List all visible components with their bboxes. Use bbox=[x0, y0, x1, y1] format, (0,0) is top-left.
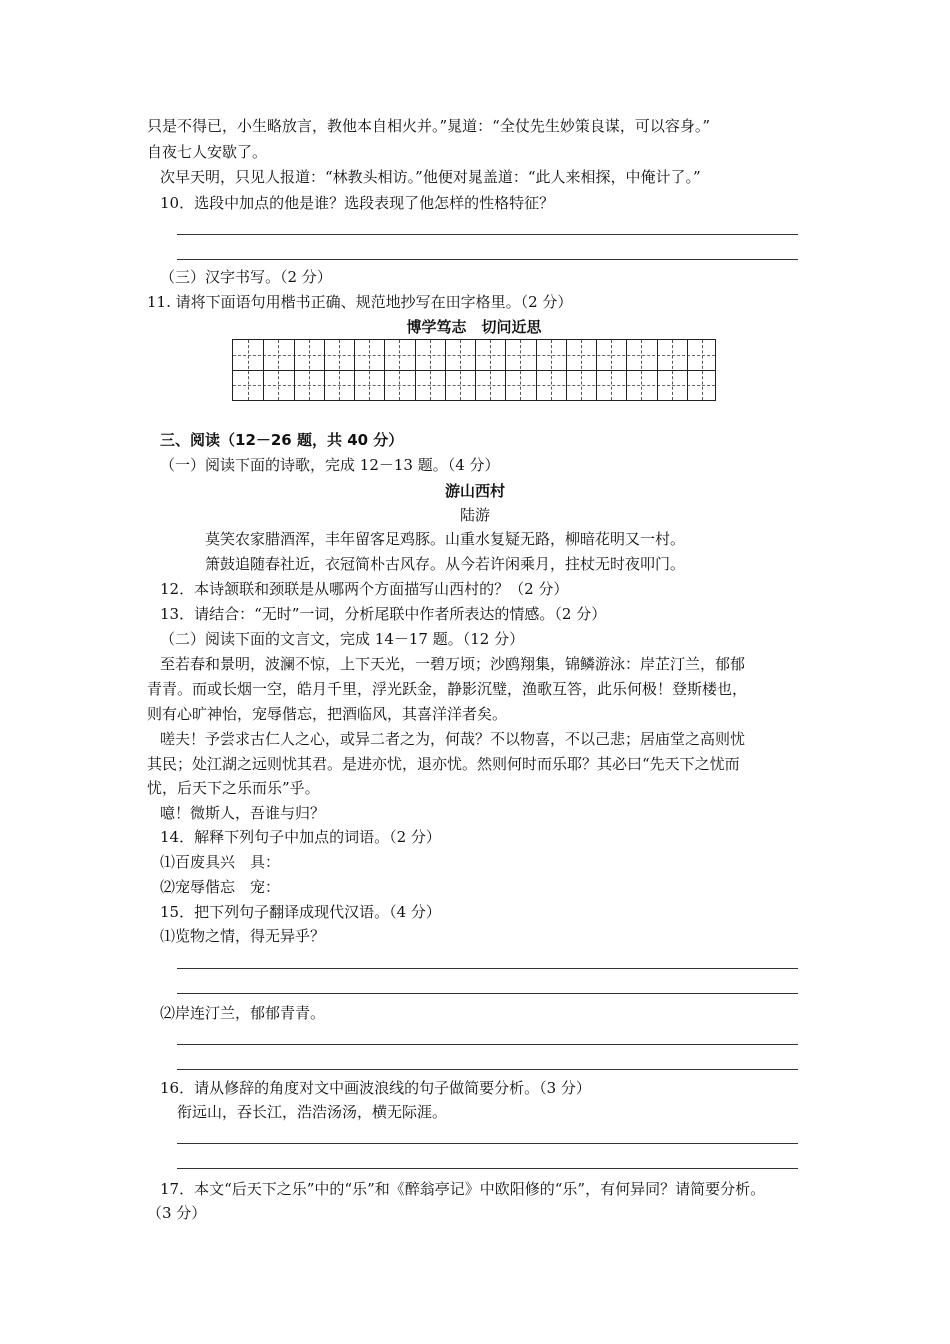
grid-line bbox=[596, 340, 597, 400]
grid-dashed-line bbox=[641, 340, 642, 400]
grid-dashed-line bbox=[278, 340, 279, 400]
question-14-item: ⑴百废具兴 具： bbox=[160, 853, 281, 871]
question-14-item: ⑵宠辱偕忘 宠： bbox=[160, 878, 281, 896]
question-17: （3 分） bbox=[147, 1204, 207, 1222]
prose-line: 忧，后天下之乐而乐”乎。 bbox=[147, 779, 320, 797]
grid-dashed-line bbox=[339, 340, 340, 400]
grid-dashed-line bbox=[520, 340, 521, 400]
grid-dashed-line bbox=[672, 340, 673, 400]
passage-line: 次早天明，只见人报道：“林教头相访。”他便对晁盖道：“此人来相探，中俺计了。” bbox=[160, 168, 701, 186]
grid-dashed-line bbox=[369, 340, 370, 400]
answer-line[interactable] bbox=[177, 968, 798, 969]
prose-line: 噫！微斯人，吾谁与归？ bbox=[160, 804, 326, 822]
grid-dashed-line bbox=[490, 340, 491, 400]
poem-author: 陆游 bbox=[459, 506, 490, 524]
passage-line: 只是不得已，小生略放言，教他本自相火并。”晁道：“全仗先生妙策良谋，可以容身。” bbox=[147, 117, 711, 135]
grid-line bbox=[263, 340, 264, 400]
grid-dashed-line bbox=[309, 340, 310, 400]
grid-line bbox=[475, 340, 476, 400]
prose-line: 青青。而或长烟一空，皓月千里，浮光跃金，静影沉璧，渔歌互答，此乐何极！登斯楼也， bbox=[147, 680, 748, 698]
grid-dashed-line bbox=[460, 340, 461, 400]
answer-line[interactable] bbox=[177, 1069, 798, 1070]
answer-line[interactable] bbox=[177, 234, 798, 235]
grid-line bbox=[505, 340, 506, 400]
answer-line[interactable] bbox=[177, 259, 798, 260]
prose-line: 嗟夫！予尝求古仁人之心，或异二者之为，何哉？不以物喜，不以己悲；居庙堂之高则忧 bbox=[160, 730, 746, 748]
poem-line: 莫笑农家腊酒浑，丰年留客足鸡豚。山重水复疑无路，柳暗花明又一村。 bbox=[205, 530, 686, 548]
prose-line: 则有心旷神怡，宠辱偕忘，把酒临风，其喜洋洋者矣。 bbox=[147, 705, 508, 723]
grid-line bbox=[626, 340, 627, 400]
question-17: 17．本文“后天下之乐”中的“乐”和《醉翁亭记》中欧阳修的“乐”，有何异同？请简要分析。 bbox=[160, 1180, 766, 1198]
grid-line bbox=[657, 340, 658, 400]
question-10: 10．选段中加点的他是谁？选段表现了他怎样的性格特征？ bbox=[160, 194, 555, 212]
answer-line[interactable] bbox=[177, 1168, 798, 1169]
subsection-heading: （二）阅读下面的文言文，完成 14－17 题。（12 分） bbox=[160, 630, 525, 648]
answer-line[interactable] bbox=[177, 993, 798, 994]
poem-title: 游山西村 bbox=[444, 482, 505, 500]
grid-line bbox=[415, 340, 416, 400]
grid-dashed-line bbox=[551, 340, 552, 400]
prose-line: 至若春和景明，波澜不惊，上下天光，一碧万顷；沙鸥翔集，锦鳞游泳：岸芷汀兰，郁郁 bbox=[160, 655, 746, 673]
grid-line bbox=[384, 340, 385, 400]
grid-line bbox=[536, 340, 537, 400]
question-13: 13．请结合：“无时”一词，分析尾联中作者所表达的情感。（2 分） bbox=[160, 605, 607, 623]
question-15: 15．把下列句子翻译成现代汉语。（4 分） bbox=[160, 903, 441, 921]
subsection-heading: （一）阅读下面的诗歌，完成 12－13 题。（4 分） bbox=[160, 456, 500, 474]
grid-dashed-line bbox=[581, 340, 582, 400]
grid-line bbox=[324, 340, 325, 400]
grid-dashed-line bbox=[399, 340, 400, 400]
grid-dashed-line bbox=[430, 340, 431, 400]
question-15-item: ⑴览物之情，得无异乎？ bbox=[160, 927, 326, 945]
grid-dashed-line bbox=[248, 340, 249, 400]
grid-line bbox=[566, 340, 567, 400]
poem-line: 箫鼓追随春社近，衣冠简朴古风存。从今若许闲乘月，拄杖无时夜叩门。 bbox=[205, 555, 686, 573]
answer-line[interactable] bbox=[177, 1044, 798, 1045]
question-14: 14．解释下列句子中加点的词语。（2 分） bbox=[160, 828, 441, 846]
question-16-text: 衔远山，吞长江，浩浩汤汤，横无际涯。 bbox=[177, 1103, 448, 1121]
passage-line: 自夜七人安歇了。 bbox=[147, 143, 268, 161]
question-16: 16．请从修辞的角度对文中画波浪线的句子做简要分析。（3 分） bbox=[160, 1079, 591, 1097]
question-12: 12．本诗颔联和颈联是从哪两个方面描写山西村的？（2 分） bbox=[160, 580, 569, 598]
grid-dashed-line bbox=[611, 340, 612, 400]
answer-line[interactable] bbox=[177, 1143, 798, 1144]
reading-heading: 三、阅读（12－26 题，共 40 分） bbox=[160, 431, 404, 449]
copy-text: 博学笃志 切问近思 bbox=[406, 318, 542, 336]
question-11: 11. 请将下面语句用楷书正确、规范地抄写在田字格里。（2 分） bbox=[147, 293, 573, 311]
grid-line bbox=[687, 340, 688, 400]
prose-line: 其民；处江湖之远则忧其君。是进亦忧，退亦忧。然则何时而乐耶？其必曰“先天下之忧而 bbox=[147, 755, 740, 773]
question-15-item: ⑵岸连汀兰，郁郁青青。 bbox=[160, 1004, 326, 1022]
tianzige-grid[interactable] bbox=[232, 339, 716, 401]
grid-dashed-line bbox=[702, 340, 703, 400]
grid-line bbox=[294, 340, 295, 400]
section-heading: （三）汉字书写。（2 分） bbox=[160, 268, 332, 286]
grid-line bbox=[354, 340, 355, 400]
grid-line bbox=[445, 340, 446, 400]
